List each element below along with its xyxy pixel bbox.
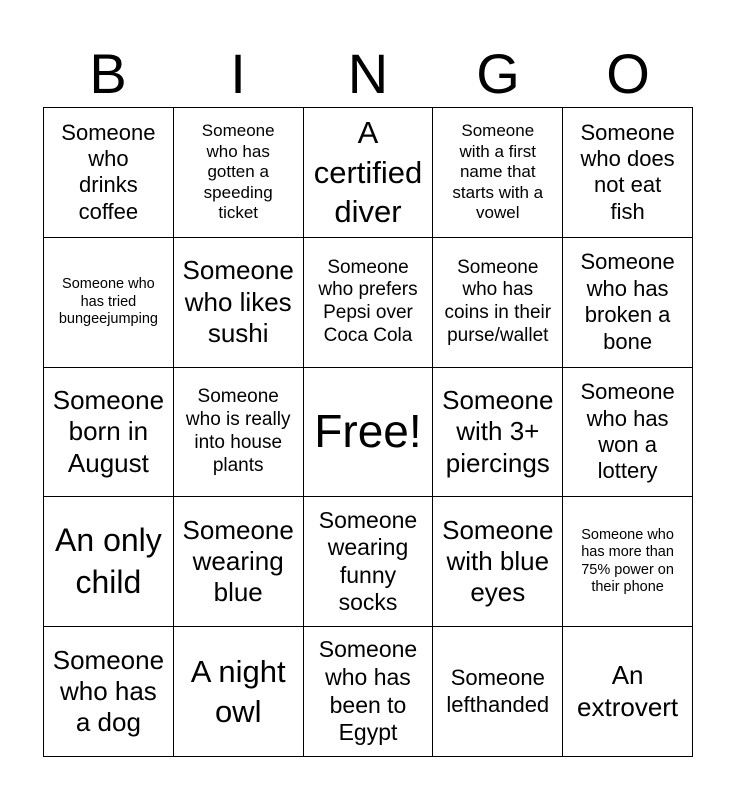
cell-text: A certified diver xyxy=(313,114,423,230)
bingo-cell xyxy=(304,497,434,627)
cell-text: Someone who has a dog xyxy=(52,644,165,738)
header-letter-g: G xyxy=(476,42,520,105)
bingo-cell xyxy=(304,108,434,238)
bingo-cell xyxy=(563,627,693,757)
bingo-cell xyxy=(433,238,563,368)
cell-text: Someone born in August xyxy=(52,385,165,478)
header-letter-n: N xyxy=(347,42,389,105)
bingo-cell xyxy=(44,238,174,368)
bingo-cell xyxy=(174,627,304,757)
header-letter-o: O xyxy=(606,42,650,105)
cell-text: Someone who has coins in their purse/wallet xyxy=(444,256,552,346)
cell-text: Someone who has more than 75% power on their phone xyxy=(581,527,674,596)
cell-text: Someone who has broken a bone xyxy=(580,249,675,354)
bingo-cell xyxy=(563,497,693,627)
cell-text: A night owl xyxy=(190,653,286,729)
cell-text: Someone wearing funny socks xyxy=(318,506,418,616)
bingo-cell xyxy=(44,627,174,757)
bingo-cell xyxy=(44,368,174,498)
cell-text: Someone who prefers Pepsi over Coca Cola xyxy=(318,256,418,346)
bingo-cell free-space xyxy=(304,368,434,498)
bingo-cell xyxy=(563,238,693,368)
cell-text: Someone with 3+ piercings xyxy=(442,385,554,478)
bingo-cell xyxy=(174,497,304,627)
bingo-cell xyxy=(44,108,174,238)
cell-text: Someone who has gotten a speeding ticket xyxy=(201,121,275,222)
cell-text: An extrovert xyxy=(577,660,679,722)
cell-text: Free! xyxy=(314,405,422,458)
bingo-cell xyxy=(433,368,563,498)
bingo-cell xyxy=(304,627,434,757)
cell-text: Someone who is really into house plants xyxy=(185,386,291,476)
bingo-cell xyxy=(44,497,174,627)
bingo-cell xyxy=(563,368,693,498)
cell-text: Someone with blue eyes xyxy=(442,515,554,608)
cell-text: Someone lefthanded xyxy=(446,665,550,717)
bingo-cell xyxy=(433,497,563,627)
bingo-card-grid xyxy=(43,107,693,757)
cell-text: Someone who does not eat fish xyxy=(580,119,675,224)
cell-text: Someone who has tried bungeejumping xyxy=(58,276,158,327)
bingo-cell xyxy=(433,108,563,238)
bingo-cell xyxy=(174,238,304,368)
cell-text: Someone who has been to Egypt xyxy=(318,636,418,746)
bingo-cell xyxy=(433,627,563,757)
cell-text: Someone who drinks coffee xyxy=(61,119,156,224)
cell-text: Someone wearing blue xyxy=(182,515,294,608)
cell-text: Someone who has won a lottery xyxy=(580,379,675,484)
bingo-cell xyxy=(174,108,304,238)
header-letter-i: I xyxy=(230,42,246,105)
cell-text: An only child xyxy=(55,522,162,600)
bingo-cell xyxy=(174,368,304,498)
bingo-cell xyxy=(563,108,693,238)
bingo-cell xyxy=(304,238,434,368)
bingo-header xyxy=(43,40,693,108)
header-letter-b: B xyxy=(89,42,127,105)
cell-text: Someone who likes sushi xyxy=(182,255,294,348)
cell-text: Someone with a first name that starts with a vowel xyxy=(452,121,544,222)
